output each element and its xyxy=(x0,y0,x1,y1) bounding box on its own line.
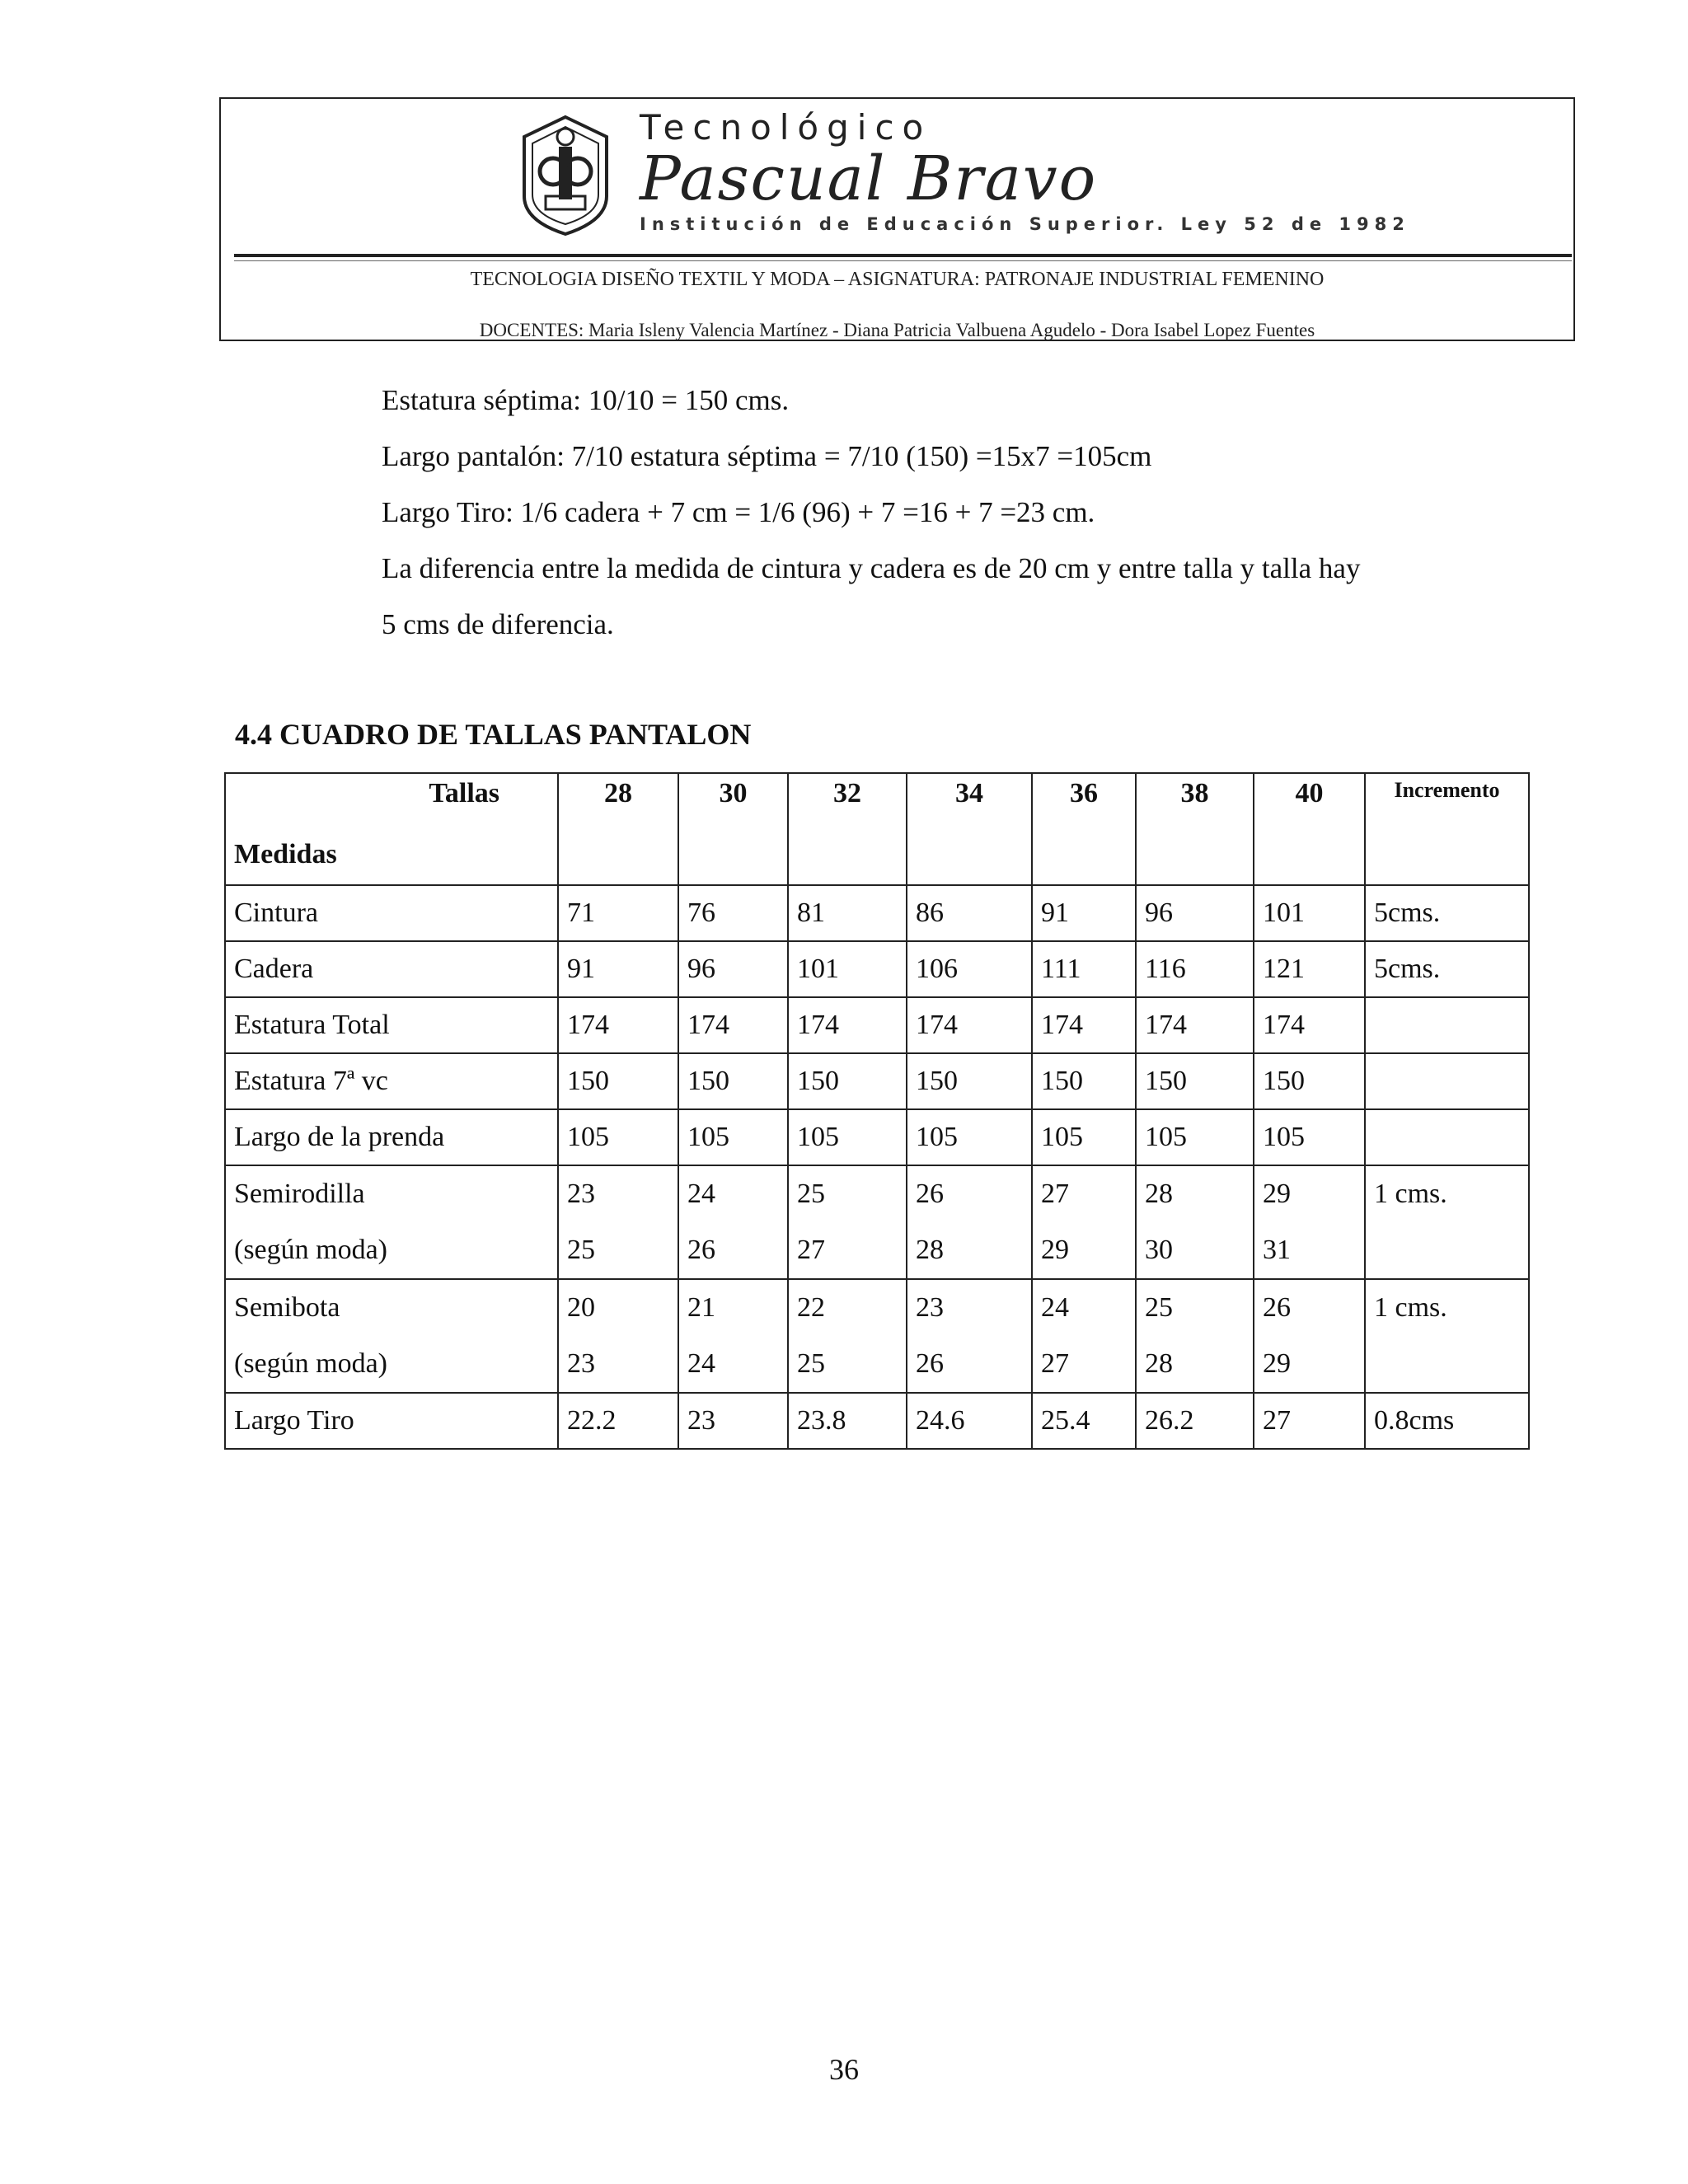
table-cell xyxy=(558,1279,678,1393)
row-label: Estatura Total xyxy=(225,997,558,1053)
table-cell: 150 xyxy=(1136,1053,1254,1109)
table-row-semibota xyxy=(225,1279,1529,1393)
table-cell: 26.2 xyxy=(1136,1393,1254,1449)
table-cell: 76 xyxy=(678,885,788,941)
table-cell: 25.4 xyxy=(1032,1393,1136,1449)
cell-value: 25 xyxy=(797,1179,825,1209)
table-cell: 150 xyxy=(558,1053,678,1109)
institution-seal-icon xyxy=(516,114,615,237)
size-header: 32 xyxy=(788,773,907,885)
body-line-1: Estatura séptima: 10/10 = 150 cms. xyxy=(382,384,790,416)
docentes-line: DOCENTES: Maria Isleny Valencia Martínez - Diana Patricia Valbuena Agudelo - Dora Isabel Lopez Fuentes xyxy=(479,320,1315,340)
cell-value: 23 xyxy=(916,1292,944,1323)
size-header: 28 xyxy=(558,773,678,885)
table-cell: 27 xyxy=(1254,1393,1365,1449)
row-label: Cadera xyxy=(225,941,558,997)
size-header: 34 xyxy=(907,773,1032,885)
table-header-row xyxy=(225,773,1529,885)
table-cell: 91 xyxy=(558,941,678,997)
row-label-line: (según moda) xyxy=(234,1235,388,1265)
increment-cell xyxy=(1365,1053,1529,1109)
cell-value: 28 xyxy=(1145,1348,1173,1379)
body-line-3: Largo Tiro: 1/6 cadera + 7 cm = 1/6 (96) + 7 =16 + 7 =23 cm. xyxy=(382,496,1095,528)
table-cell xyxy=(788,1279,907,1393)
program-line: TECNOLOGIA DISEÑO TEXTIL Y MODA – ASIGNATURA: PATRONAJE INDUSTRIAL FEMENINO xyxy=(470,269,1325,290)
table-cell xyxy=(1032,1165,1136,1279)
table-cell: 174 xyxy=(1136,997,1254,1053)
cell-value: 24 xyxy=(687,1348,715,1379)
row-label-line: Semibota xyxy=(234,1292,340,1323)
table-cell: 96 xyxy=(678,941,788,997)
table-row xyxy=(225,941,1529,997)
cell-value: 25 xyxy=(567,1235,595,1265)
cell-value: 28 xyxy=(1145,1179,1173,1209)
institution-logo xyxy=(516,107,1587,247)
cell-value: 26 xyxy=(916,1348,944,1379)
size-header: 38 xyxy=(1136,773,1254,885)
tallas-label: Tallas xyxy=(429,778,499,808)
table-cell: 150 xyxy=(907,1053,1032,1109)
cell-value: 26 xyxy=(687,1235,715,1265)
table-cell: 105 xyxy=(678,1109,788,1165)
table-row xyxy=(225,1109,1529,1165)
table-row xyxy=(225,997,1529,1053)
body-line-4: La diferencia entre la medida de cintura y cadera es de 20 cm y entre talla y talla hay xyxy=(382,552,1361,584)
table-cell: 106 xyxy=(907,941,1032,997)
row-label xyxy=(225,1165,558,1279)
cell-value: 29 xyxy=(1041,1235,1069,1265)
cell-value: 27 xyxy=(797,1235,825,1265)
table-cell: 174 xyxy=(788,997,907,1053)
cell-value: 23 xyxy=(567,1179,595,1209)
table-cell: 105 xyxy=(558,1109,678,1165)
row-label: Cintura xyxy=(225,885,558,941)
table-row-largo-tiro xyxy=(225,1393,1529,1449)
table-cell: 71 xyxy=(558,885,678,941)
table-cell xyxy=(1136,1165,1254,1279)
increment-cell: 5cms. xyxy=(1365,885,1529,941)
row-label: Largo Tiro xyxy=(225,1393,558,1449)
size-header: 36 xyxy=(1032,773,1136,885)
cell-value: 29 xyxy=(1263,1348,1291,1379)
section-title: 4.4 CUADRO DE TALLAS PANTALON xyxy=(235,718,752,751)
table-cell: 24.6 xyxy=(907,1393,1032,1449)
cell-value: 31 xyxy=(1263,1235,1291,1265)
table-cell: 23 xyxy=(678,1393,788,1449)
table-cell xyxy=(558,1165,678,1279)
increment-cell xyxy=(1365,997,1529,1053)
cell-value: 25 xyxy=(797,1348,825,1379)
table-cell: 174 xyxy=(1032,997,1136,1053)
table-cell: 150 xyxy=(1032,1053,1136,1109)
table-cell xyxy=(1136,1279,1254,1393)
table-row xyxy=(225,885,1529,941)
cell-value: 27 xyxy=(1041,1179,1069,1209)
cell-value: 25 xyxy=(1145,1292,1173,1323)
table-cell: 91 xyxy=(1032,885,1136,941)
table-cell: 105 xyxy=(1254,1109,1365,1165)
table-cell xyxy=(1254,1165,1365,1279)
table-cell: 96 xyxy=(1136,885,1254,941)
row-label xyxy=(225,1279,558,1393)
table-cell: 121 xyxy=(1254,941,1365,997)
table-cell: 174 xyxy=(907,997,1032,1053)
table-cell xyxy=(678,1165,788,1279)
document-header xyxy=(219,97,1575,341)
cell-value: 23 xyxy=(567,1348,595,1379)
increment-cell: 1 cms. xyxy=(1365,1165,1529,1279)
corner-cell xyxy=(225,773,558,885)
row-label-line: Semirodilla xyxy=(234,1179,365,1209)
cell-value: 24 xyxy=(687,1179,715,1209)
table-cell: 150 xyxy=(1254,1053,1365,1109)
table-cell: 174 xyxy=(558,997,678,1053)
brand-subtitle: Institución de Educación Superior. Ley 52 de 1982 xyxy=(640,214,1410,234)
cell-value: 26 xyxy=(916,1179,944,1209)
table-cell xyxy=(907,1165,1032,1279)
table-cell: 150 xyxy=(788,1053,907,1109)
brand-main-text: Pascual Bravo xyxy=(640,143,1098,214)
increment-cell xyxy=(1365,1109,1529,1165)
cell-value: 26 xyxy=(1263,1292,1291,1323)
table-cell xyxy=(678,1279,788,1393)
page-number: 36 xyxy=(829,2053,859,2086)
table-cell: 23.8 xyxy=(788,1393,907,1449)
cell-value: 20 xyxy=(567,1292,595,1323)
cell-value: 21 xyxy=(687,1292,715,1323)
table-cell: 105 xyxy=(788,1109,907,1165)
table-cell: 105 xyxy=(1032,1109,1136,1165)
increment-cell: 0.8cms xyxy=(1365,1393,1529,1449)
cell-value: 24 xyxy=(1041,1292,1069,1323)
table-cell xyxy=(1032,1279,1136,1393)
table-row-semirodilla xyxy=(225,1165,1529,1279)
table-cell: 101 xyxy=(1254,885,1365,941)
table-row xyxy=(225,1053,1529,1109)
table-cell xyxy=(907,1279,1032,1393)
brand-top-text: Tecnológico xyxy=(640,107,932,148)
table-cell: 111 xyxy=(1032,941,1136,997)
table-cell xyxy=(1254,1279,1365,1393)
header-divider-thin xyxy=(234,260,1572,261)
increment-header: Incremento xyxy=(1365,773,1529,885)
increment-cell: 1 cms. xyxy=(1365,1279,1529,1393)
row-label-line: (según moda) xyxy=(234,1348,388,1379)
row-label: Estatura 7ª vc xyxy=(225,1053,558,1109)
cell-value: 27 xyxy=(1041,1348,1069,1379)
table-cell: 86 xyxy=(907,885,1032,941)
size-header: 30 xyxy=(678,773,788,885)
cell-value: 28 xyxy=(916,1235,944,1265)
cell-value: 30 xyxy=(1145,1235,1173,1265)
table-cell: 105 xyxy=(1136,1109,1254,1165)
size-header: 40 xyxy=(1254,773,1365,885)
table-cell: 174 xyxy=(1254,997,1365,1053)
table-cell xyxy=(788,1165,907,1279)
header-divider xyxy=(234,254,1572,257)
table-cell: 150 xyxy=(678,1053,788,1109)
table-cell: 81 xyxy=(788,885,907,941)
cell-value: 29 xyxy=(1263,1179,1291,1209)
cell-value: 22 xyxy=(797,1292,825,1323)
table-cell: 101 xyxy=(788,941,907,997)
table-cell: 174 xyxy=(678,997,788,1053)
size-table xyxy=(224,772,1530,1450)
increment-cell: 5cms. xyxy=(1365,941,1529,997)
medidas-label: Medidas xyxy=(234,839,337,869)
table-cell: 116 xyxy=(1136,941,1254,997)
table-cell: 105 xyxy=(907,1109,1032,1165)
body-line-5: 5 cms de diferencia. xyxy=(382,608,614,640)
row-label: Largo de la prenda xyxy=(225,1109,558,1165)
table-cell: 22.2 xyxy=(558,1393,678,1449)
body-line-2: Largo pantalón: 7/10 estatura séptima = 7/10 (150) =15x7 =105cm xyxy=(382,440,1152,472)
